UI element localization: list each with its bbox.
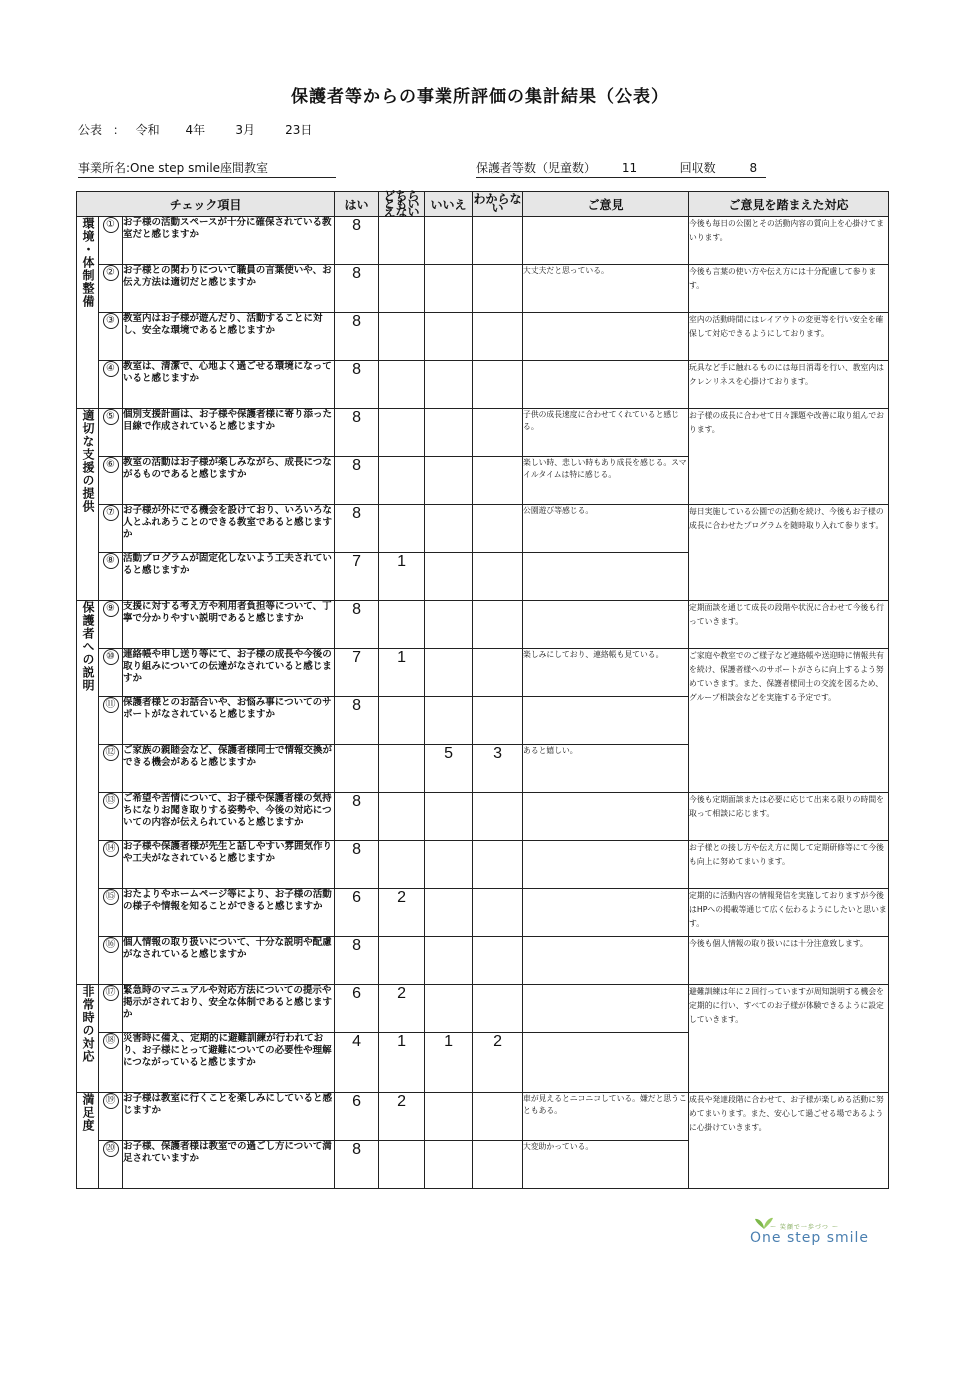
opinion-cell: 楽しみにしており、連絡帳も見ている。 <box>523 649 689 697</box>
header-opinion: ご意見 <box>523 192 689 217</box>
responses-label: 回収数 <box>679 161 716 175</box>
count-neither: 1 <box>379 649 425 697</box>
response-cell: 定期的に活動内容の情報発信を実施しておりますが今後はHPへの掲載等通じて広く伝わるようにしたいと思います。 <box>689 889 889 937</box>
item-question: 緊急時のマニュアルや対応方法についての提示や掲示がされており、安全な体制であると感じますか <box>123 985 335 1033</box>
item-number <box>99 265 123 313</box>
count-yes: 8 <box>335 505 379 553</box>
response-cell: 室内の活動時間にはレイアウトの変更等を行い安全を確保して対応できるようにしております。 <box>689 313 889 361</box>
opinion-cell <box>523 217 689 265</box>
response-cell: 避難訓練は年に２回行っていますが周知説明する機会を定期的に行い、すべてのお子様が体験できるように設定していきます。 <box>689 985 889 1093</box>
opinion-cell <box>523 937 689 985</box>
header-check-item: チェック項目 <box>77 192 335 217</box>
count-no <box>425 457 473 505</box>
response-cell: お子様の成長に合わせて日々課題や改善に取り組んでおります。 <box>689 409 889 505</box>
item-number-badge: ⑳ <box>103 1141 119 1157</box>
count-no <box>425 1141 473 1189</box>
count-no <box>425 313 473 361</box>
item-question: お子様との関わりについて職員の言葉使いや、お伝え方法は適切だと感じますか <box>123 265 335 313</box>
count-yes: 8 <box>335 313 379 361</box>
brand-logo <box>748 1212 878 1256</box>
table-row <box>77 313 889 361</box>
item-number <box>99 553 123 601</box>
count-neither <box>379 409 425 457</box>
response-cell: お子様との接し方や伝え方に関して定期研修等にて今後も向上に努めてまいります。 <box>689 841 889 889</box>
item-number <box>99 697 123 745</box>
count-yes: 8 <box>335 457 379 505</box>
item-number-badge: ⑭ <box>103 841 119 857</box>
item-question: 活動プログラムが固定化しないよう工夫されていると感じますか <box>123 553 335 601</box>
count-no <box>425 409 473 457</box>
count-yes: 8 <box>335 601 379 649</box>
logo-name: One step smile <box>750 1230 870 1246</box>
count-unknown <box>473 649 523 697</box>
item-question: 支援に対する考え方や利用者負担等について、丁寧で分かりやすい説明であると感じますか <box>123 601 335 649</box>
item-number-badge: ② <box>103 265 119 281</box>
item-number <box>99 1141 123 1189</box>
count-unknown <box>473 937 523 985</box>
count-yes: 8 <box>335 793 379 841</box>
opinion-cell <box>523 985 689 1033</box>
table-row <box>77 409 889 457</box>
table-row <box>77 505 889 553</box>
count-unknown <box>473 985 523 1033</box>
count-unknown <box>473 313 523 361</box>
opinion-cell <box>523 1033 689 1093</box>
table-row <box>77 217 889 265</box>
category-text: 非常時の対応 <box>81 985 95 1063</box>
count-unknown <box>473 841 523 889</box>
opinion-cell <box>523 313 689 361</box>
item-number-badge: ① <box>103 217 119 233</box>
header-response: ご意見を踏まえた対応 <box>689 192 889 217</box>
header-yes: はい <box>335 192 379 217</box>
item-question: ご家族の親睦会など、保護者様同士で情報交換ができる機会があると感じますか <box>123 745 335 793</box>
category-text: 保護者への説明 <box>81 601 95 692</box>
response-cell: 定期面談を通じて成長の段階や状況に合わせて今後も行っていきます。 <box>689 601 889 649</box>
count-neither: 2 <box>379 1093 425 1141</box>
header-unknown: わからない <box>473 192 522 215</box>
table-row <box>77 985 889 1033</box>
item-number-badge: ⑱ <box>103 1033 119 1049</box>
table-row <box>77 361 889 409</box>
header-no: いいえ <box>425 192 473 217</box>
opinion-cell <box>523 889 689 937</box>
table-row <box>77 793 889 841</box>
response-cell: 今後も言葉の使い方や伝え方には十分配慮して参ります。 <box>689 265 889 313</box>
item-number <box>99 361 123 409</box>
category-label <box>77 1093 99 1189</box>
count-yes: 8 <box>335 1141 379 1189</box>
item-number <box>99 649 123 697</box>
opinion-cell <box>523 601 689 649</box>
count-no <box>425 697 473 745</box>
count-yes: 6 <box>335 985 379 1033</box>
response-cell: ご家庭や教室でのご様子など連絡帳や送迎時に情報共有を続け、保護者様へのサポートがさらに向上するよう努めていきます。また、保護者様同士の交流を図るため、グループ相談会などを実施する予定です。 <box>689 649 889 793</box>
table-row <box>77 265 889 313</box>
count-unknown <box>473 409 523 457</box>
category-text: 環境・体制整備 <box>81 217 95 308</box>
count-yes: 7 <box>335 553 379 601</box>
pub-era: 令和 <box>135 123 160 137</box>
count-yes <box>335 745 379 793</box>
count-neither <box>379 793 425 841</box>
count-yes: 7 <box>335 649 379 697</box>
item-number <box>99 937 123 985</box>
count-no: 1 <box>425 1033 473 1093</box>
count-unknown <box>473 889 523 937</box>
item-question: お子様は教室に行くことを楽しみにしていると感じますか <box>123 1093 335 1141</box>
pub-colon: ： <box>112 123 125 137</box>
count-no: 5 <box>425 745 473 793</box>
count-neither <box>379 505 425 553</box>
item-number <box>99 409 123 457</box>
opinion-cell: 車が見えるとニコニコしている。嫌だと思うこともある。 <box>523 1093 689 1141</box>
pub-year: 4年 <box>185 123 206 137</box>
count-neither: 2 <box>379 985 425 1033</box>
count-no <box>425 1093 473 1141</box>
category-label <box>77 409 99 601</box>
response-cell: 今後も定期面談または必要に応じて出来る限りの時間を取って相談に応じます。 <box>689 793 889 841</box>
count-unknown <box>473 553 523 601</box>
item-question: お子様の活動スペースが十分に確保されている教室だと感じますか <box>123 217 335 265</box>
item-question: お子様、保護者様は教室での過ごし方について満足されていますか <box>123 1141 335 1189</box>
item-question: ご希望や苦情について、お子様や保護者様の気持ちになりお聞き取りする姿勢や、今後の対応についての内容が伝えられていると感じますか <box>123 793 335 841</box>
count-neither <box>379 217 425 265</box>
item-number-badge: ⑤ <box>103 409 119 425</box>
item-number-badge: ⑨ <box>103 601 119 617</box>
count-unknown <box>473 361 523 409</box>
item-question: 教室は、清潔で、心地よく過ごせる環境になっていると感じますか <box>123 361 335 409</box>
count-neither <box>379 745 425 793</box>
item-number <box>99 745 123 793</box>
page-title: 保護者等からの事業所評価の集計結果（公表） <box>291 87 669 107</box>
item-number <box>99 217 123 265</box>
item-number-badge: ⑰ <box>103 985 119 1001</box>
publication-date <box>78 121 312 138</box>
count-yes: 4 <box>335 1033 379 1093</box>
count-yes: 8 <box>335 697 379 745</box>
item-number-badge: ⑫ <box>103 745 119 761</box>
count-no <box>425 937 473 985</box>
count-yes: 8 <box>335 361 379 409</box>
item-number <box>99 457 123 505</box>
pub-day: 23日 <box>285 123 313 137</box>
count-unknown <box>473 217 523 265</box>
count-unknown <box>473 793 523 841</box>
count-neither: 1 <box>379 1033 425 1093</box>
opinion-cell <box>523 553 689 601</box>
guardian-count-label: 保護者等数（児童数） <box>476 161 597 175</box>
opinion-cell: あると嬉しい。 <box>523 745 689 793</box>
item-question: 個人情報の取り扱いについて、十分な説明や配慮がなされていると感じますか <box>123 937 335 985</box>
opinion-cell: 公園遊び等感じる。 <box>523 505 689 553</box>
item-number <box>99 793 123 841</box>
table-row <box>77 649 889 697</box>
count-yes: 8 <box>335 265 379 313</box>
count-unknown <box>473 1141 523 1189</box>
item-number <box>99 889 123 937</box>
count-unknown <box>473 601 523 649</box>
count-neither <box>379 937 425 985</box>
category-label <box>77 985 99 1093</box>
pub-label: 公表 <box>78 123 103 137</box>
category-text: 適切な支援の提供 <box>81 409 95 513</box>
opinion-cell <box>523 697 689 745</box>
item-question: 保護者様とのお話合いや、お悩み事についてのサポートがなされていると感じますか <box>123 697 335 745</box>
response-cell: 玩具など手に触れるものには毎日消毒を行い、教室内はクレンリネスを心掛けております。 <box>689 361 889 409</box>
count-unknown <box>473 265 523 313</box>
table-row <box>77 937 889 985</box>
count-no <box>425 793 473 841</box>
item-number <box>99 841 123 889</box>
item-number <box>99 601 123 649</box>
opinion-cell: 大丈夫だと思っている。 <box>523 265 689 313</box>
responses-value: 8 <box>749 161 758 175</box>
count-no <box>425 361 473 409</box>
item-number-badge: ④ <box>103 361 119 377</box>
count-yes: 8 <box>335 217 379 265</box>
response-cell: 毎日実施している公園での活動を続け、今後もお子様の成長に合わせたプログラムを随時取り入れて参ります。 <box>689 505 889 601</box>
facility-name: 事業所名:One step smile座間教室 <box>78 159 336 178</box>
count-no <box>425 601 473 649</box>
guardian-count-value: 11 <box>621 161 638 175</box>
count-neither <box>379 361 425 409</box>
count-yes: 8 <box>335 937 379 985</box>
header-neither: どちらともいえない <box>379 192 425 217</box>
table-row <box>77 601 889 649</box>
count-no <box>425 217 473 265</box>
item-question: 教室内はお子様が遊んだり、活動することに対し、安全な環境であると感じますか <box>123 313 335 361</box>
opinion-cell: 子供の成長速度に合わせてくれていると感じる。 <box>523 409 689 457</box>
item-number-badge: ⑬ <box>103 793 119 809</box>
response-cell: 今後も毎日の公園とその活動内容の質向上を心掛けてまいります。 <box>689 217 889 265</box>
item-number <box>99 1093 123 1141</box>
item-question: お子様や保護者様が先生と話しやすい雰囲気作りや工夫がなされていると感じますか <box>123 841 335 889</box>
item-number <box>99 313 123 361</box>
count-yes: 6 <box>335 889 379 937</box>
table-row <box>77 841 889 889</box>
response-cell: 今後も個人情報の取り扱いには十分注意致します。 <box>689 937 889 985</box>
count-yes: 8 <box>335 409 379 457</box>
item-question: 教室の活動はお子様が楽しみながら、成長につながるものであると感じますか <box>123 457 335 505</box>
count-neither <box>379 265 425 313</box>
count-no <box>425 889 473 937</box>
count-no <box>425 553 473 601</box>
item-number <box>99 505 123 553</box>
count-no <box>425 985 473 1033</box>
item-number-badge: ⑮ <box>103 889 119 905</box>
item-number-badge: ③ <box>103 313 119 329</box>
item-number-badge: ⑯ <box>103 937 119 953</box>
count-neither <box>379 601 425 649</box>
opinion-cell: 楽しい時、悲しい時もあり成長を感じる。スマイルタイムは特に感じる。 <box>523 457 689 505</box>
logo-tagline: 〜 笑顔で一歩づつ 〜 <box>770 1224 839 1231</box>
count-neither <box>379 1141 425 1189</box>
item-number-badge: ⑲ <box>103 1093 119 1109</box>
item-question: おたよりやホームページ等により、お子様の活動の様子や情報を知ることができると感じますか <box>123 889 335 937</box>
count-neither: 1 <box>379 553 425 601</box>
count-neither <box>379 457 425 505</box>
count-unknown <box>473 697 523 745</box>
evaluation-table <box>76 191 889 1189</box>
category-label <box>77 217 99 409</box>
opinion-cell <box>523 793 689 841</box>
count-no <box>425 505 473 553</box>
item-number-badge: ⑧ <box>103 553 119 569</box>
item-question: お子様が外にでる機会を設けており、いろいろな人とふれあうことのできる教室であると感じますか <box>123 505 335 553</box>
item-question: 災害時に備え、定期的に避難訓練が行われており、お子様にとって避難についての必要性や理解につながっていると感じますか <box>123 1033 335 1093</box>
count-neither <box>379 697 425 745</box>
count-unknown <box>473 505 523 553</box>
item-number-badge: ⑪ <box>103 697 119 713</box>
item-question: 個別支援計画は、お子様や保護者様に寄り添った目線で作成されていると感じますか <box>123 409 335 457</box>
count-unknown: 3 <box>473 745 523 793</box>
count-neither <box>379 841 425 889</box>
item-number-badge: ⑦ <box>103 505 119 521</box>
guardian-counts <box>476 159 766 178</box>
category-text: 満足度 <box>81 1093 95 1132</box>
opinion-cell: 大変助かっている。 <box>523 1141 689 1189</box>
count-yes: 8 <box>335 841 379 889</box>
count-no <box>425 841 473 889</box>
count-yes: 6 <box>335 1093 379 1141</box>
count-no <box>425 265 473 313</box>
item-question: 連絡帳や申し送り等にて、お子様の成長や今後の取り組みについての伝達がなされていると感じますか <box>123 649 335 697</box>
count-unknown: 2 <box>473 1033 523 1093</box>
category-label <box>77 601 99 985</box>
table-row <box>77 1093 889 1141</box>
opinion-cell <box>523 841 689 889</box>
count-neither <box>379 313 425 361</box>
item-number-badge: ⑩ <box>103 649 119 665</box>
count-no <box>425 649 473 697</box>
count-neither: 2 <box>379 889 425 937</box>
count-unknown <box>473 1093 523 1141</box>
table-row <box>77 889 889 937</box>
pub-month: 3月 <box>235 123 255 137</box>
item-number <box>99 1033 123 1093</box>
response-cell: 成長や発達段階に合わせて、お子様が楽しめる活動に努めてまいります。また、安心して過ごせる場であるように心掛けていきます。 <box>689 1093 889 1189</box>
count-unknown <box>473 457 523 505</box>
item-number-badge: ⑥ <box>103 457 119 473</box>
item-number <box>99 985 123 1033</box>
opinion-cell <box>523 361 689 409</box>
